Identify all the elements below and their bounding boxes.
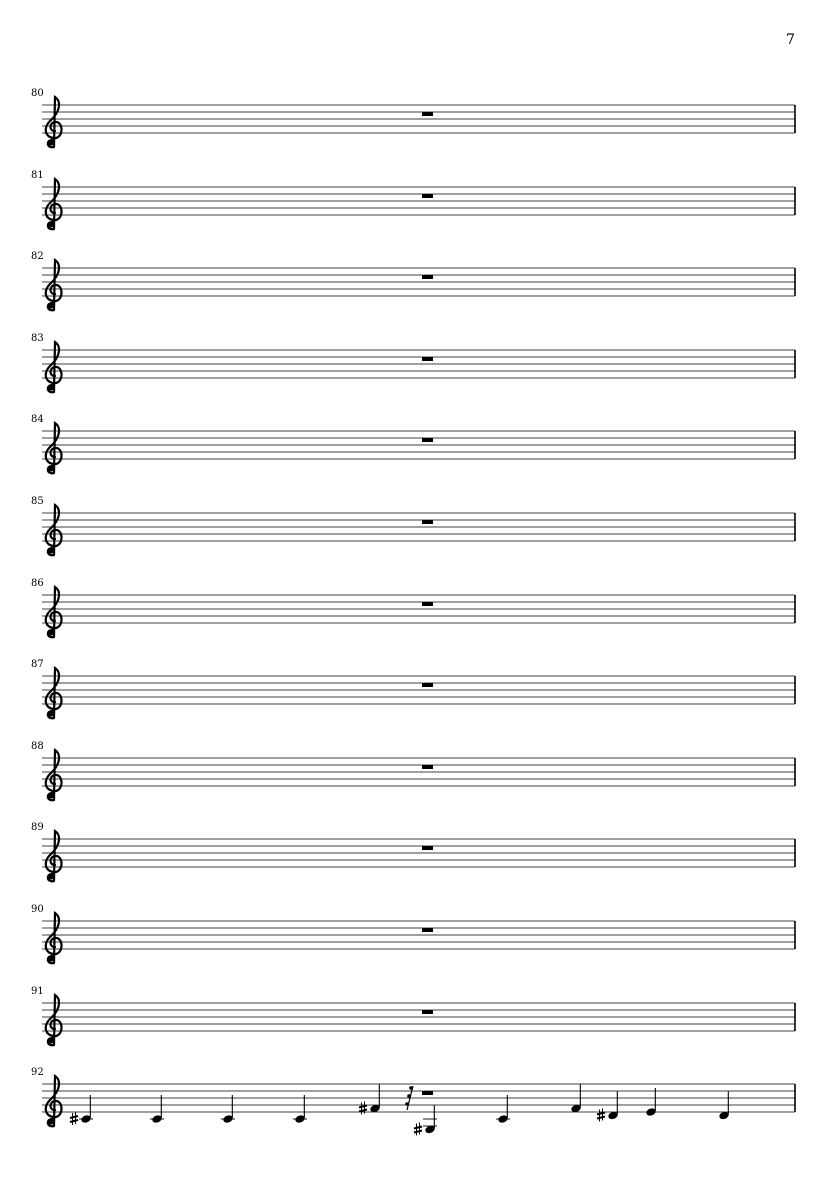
staff	[0, 1067, 835, 1147]
whole-rest-icon	[422, 1091, 433, 1095]
treble-clef-icon	[46, 750, 62, 800]
staff-system	[0, 88, 835, 168]
staff	[0, 659, 835, 739]
measure-number: 83	[31, 333, 44, 344]
staff-system	[0, 333, 835, 413]
treble-clef-icon	[46, 342, 62, 392]
measure-number: 88	[31, 741, 44, 752]
measure-number: 85	[31, 496, 44, 507]
treble-clef-icon	[46, 260, 62, 310]
quarter-note	[150, 1095, 164, 1124]
treble-clef-icon	[46, 995, 62, 1045]
staff-system	[0, 822, 835, 902]
quarter-note	[607, 1092, 618, 1121]
sharp-icon	[414, 1123, 422, 1136]
whole-rest-icon	[422, 438, 433, 442]
staff	[0, 741, 835, 821]
quarter-note	[79, 1095, 93, 1124]
whole-rest-icon	[422, 765, 433, 769]
treble-clef-icon	[46, 505, 62, 555]
measure-number: 90	[31, 904, 44, 915]
quarter-note	[293, 1095, 307, 1124]
page-number: 7	[786, 32, 795, 48]
treble-clef-icon	[46, 831, 62, 881]
treble-clef-icon	[46, 668, 62, 718]
measure-number: 86	[31, 578, 44, 589]
treble-clef-icon	[46, 179, 62, 229]
staff-system	[0, 170, 835, 250]
quarter-note	[496, 1095, 510, 1124]
staff	[0, 88, 835, 168]
whole-rest-icon	[422, 194, 433, 198]
quarter-note	[369, 1085, 380, 1114]
staff	[0, 333, 835, 413]
measure-number: 87	[31, 659, 44, 670]
whole-rest-icon	[422, 928, 433, 932]
staff	[0, 170, 835, 250]
staff	[0, 414, 835, 494]
whole-rest-icon	[422, 1010, 433, 1014]
staff	[0, 578, 835, 658]
whole-rest-icon	[422, 275, 433, 279]
quarter-note	[718, 1092, 729, 1121]
measure-number: 89	[31, 822, 44, 833]
staff-system	[0, 414, 835, 494]
staff	[0, 986, 835, 1066]
staff	[0, 496, 835, 576]
staff	[0, 251, 835, 331]
staff-system	[0, 986, 835, 1066]
sharp-icon	[359, 1102, 367, 1115]
measure-number: 84	[31, 414, 44, 425]
staff-system	[0, 904, 835, 984]
whole-rest-icon	[422, 683, 433, 687]
treble-clef-icon	[46, 1076, 62, 1126]
staff-system	[0, 496, 835, 576]
staff-system	[0, 578, 835, 658]
measure-number: 82	[31, 251, 44, 262]
measure-number: 91	[31, 986, 44, 997]
treble-clef-icon	[46, 913, 62, 963]
whole-rest-icon	[422, 846, 433, 850]
measure-number: 92	[31, 1067, 44, 1078]
staff-system	[0, 659, 835, 739]
treble-clef-icon	[46, 587, 62, 637]
sharp-icon	[597, 1109, 605, 1122]
measure-number: 80	[31, 88, 44, 99]
whole-rest-icon	[422, 520, 433, 524]
staff	[0, 822, 835, 902]
staff	[0, 904, 835, 984]
whole-rest-icon	[422, 357, 433, 361]
staff-system	[0, 1067, 835, 1147]
treble-clef-icon	[46, 97, 62, 147]
quarter-note	[570, 1085, 581, 1114]
measure-number: 81	[31, 170, 44, 181]
quarter-note	[221, 1095, 235, 1124]
staff-system	[0, 741, 835, 821]
treble-clef-icon	[46, 423, 62, 473]
sharp-icon	[70, 1112, 78, 1125]
quarter-note	[423, 1106, 437, 1135]
whole-rest-icon	[422, 602, 433, 606]
whole-rest-icon	[422, 112, 433, 116]
quarter-note	[645, 1088, 656, 1117]
staff-system	[0, 251, 835, 331]
